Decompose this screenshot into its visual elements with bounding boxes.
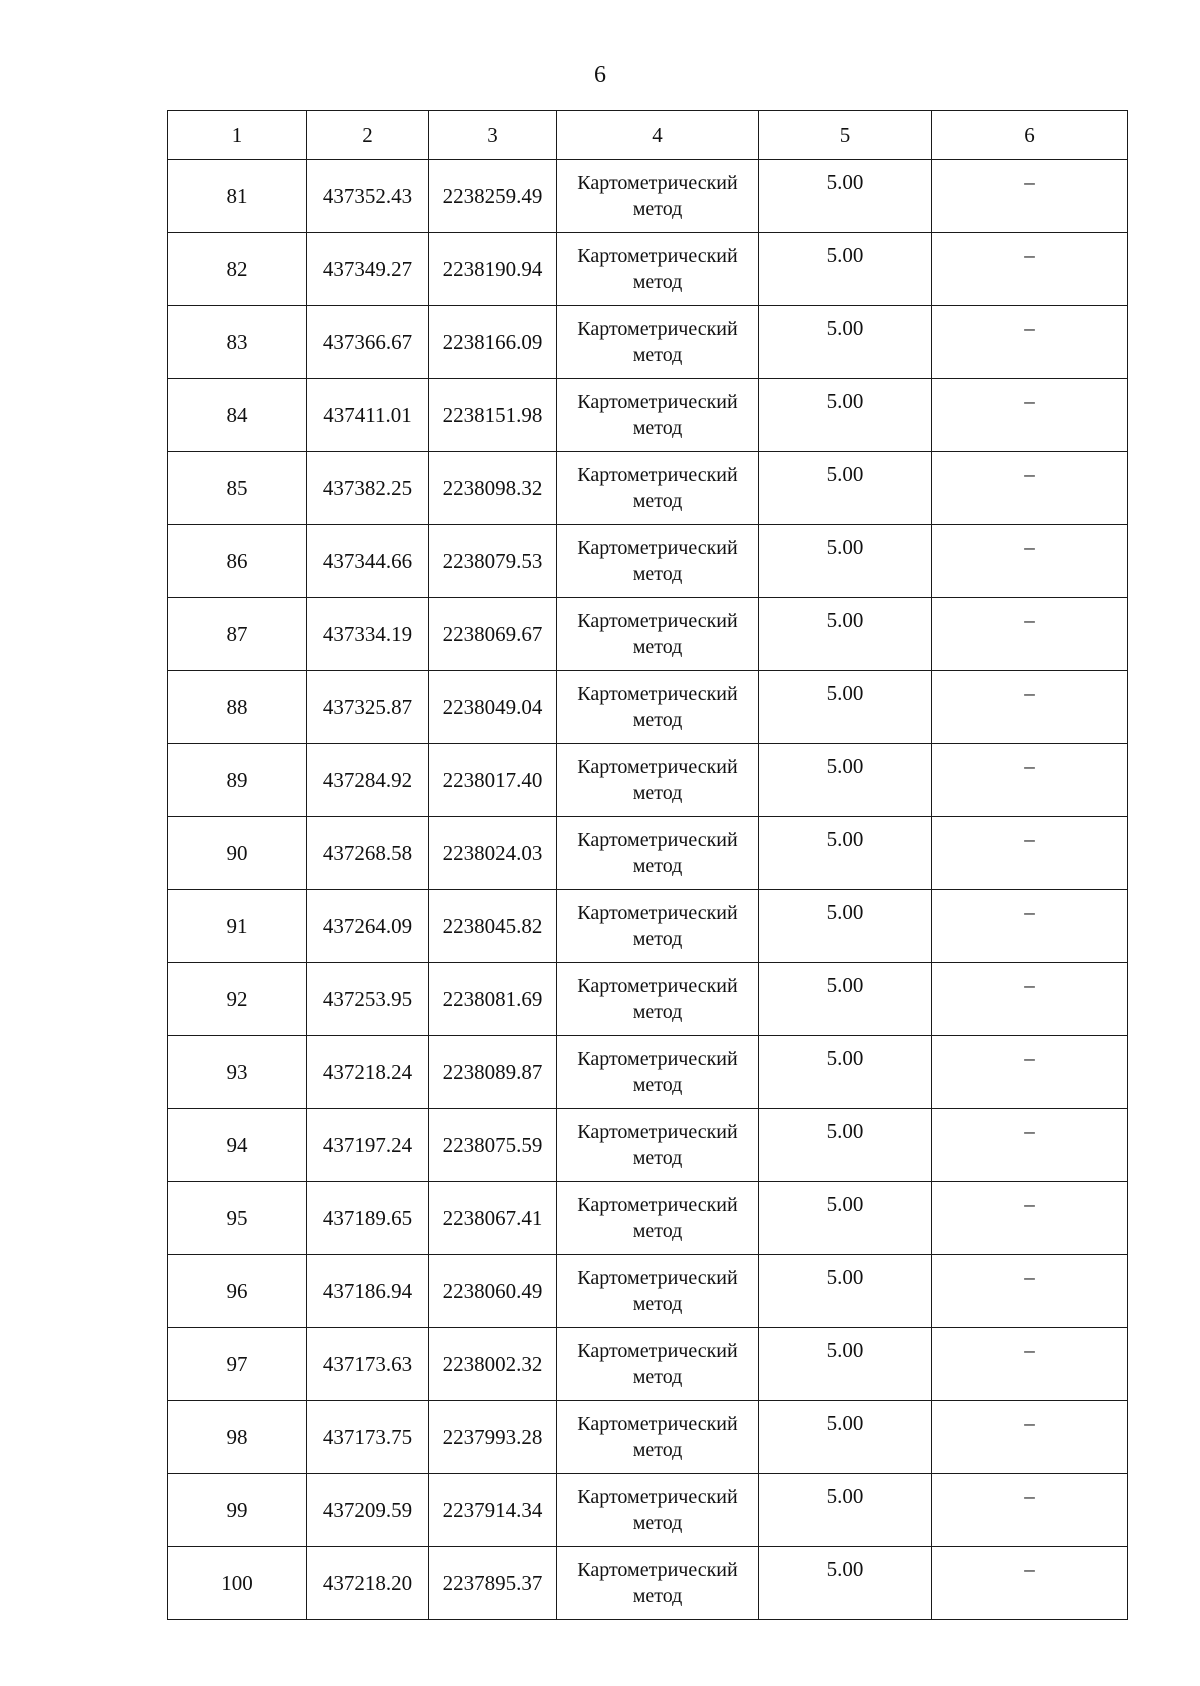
method-cell (557, 598, 759, 671)
coordinate-y-cell: 2238079.53 (429, 525, 557, 598)
method-line-1: Картометрический (577, 756, 738, 778)
description-cell: – (932, 452, 1128, 525)
coordinate-y-cell: 2237914.34 (429, 1474, 557, 1547)
method-line-1: Картометрический (577, 1340, 738, 1362)
description-cell: – (932, 963, 1128, 1036)
method-line-1: Картометрический (577, 975, 738, 997)
accuracy-cell: 5.00 (759, 744, 932, 817)
point-number-cell: 90 (168, 817, 307, 890)
point-number-cell: 92 (168, 963, 307, 1036)
method-line-2: метод (632, 928, 683, 950)
coordinate-y-cell: 2238190.94 (429, 233, 557, 306)
coordinate-x-cell: 437253.95 (307, 963, 429, 1036)
table-row (168, 160, 1128, 233)
point-number-cell: 93 (168, 1036, 307, 1109)
coordinate-x-cell: 437186.94 (307, 1255, 429, 1328)
coordinate-y-cell: 2238075.59 (429, 1109, 557, 1182)
method-line-1: Картометрический (577, 1559, 738, 1581)
accuracy-cell: 5.00 (759, 306, 932, 379)
method-cell (557, 1182, 759, 1255)
coordinate-y-cell: 2238166.09 (429, 306, 557, 379)
method-line-2: метод (632, 1220, 683, 1242)
coordinate-y-cell: 2238151.98 (429, 379, 557, 452)
point-number-cell: 89 (168, 744, 307, 817)
method-line-2: метод (632, 271, 683, 293)
method-line-1: Картометрический (577, 1267, 738, 1289)
coordinate-y-cell: 2237993.28 (429, 1401, 557, 1474)
method-line-2: метод (632, 855, 683, 877)
point-number-cell: 84 (168, 379, 307, 452)
header-row (168, 111, 1128, 160)
coordinate-x-cell: 437411.01 (307, 379, 429, 452)
page-number: 6 (594, 62, 606, 88)
table-row (168, 817, 1128, 890)
point-number-cell: 96 (168, 1255, 307, 1328)
accuracy-cell: 5.00 (759, 671, 932, 744)
method-line-2: метод (632, 636, 683, 658)
method-line-2: метод (632, 563, 683, 585)
method-line-2: метод (632, 782, 683, 804)
description-cell: – (932, 306, 1128, 379)
method-cell (557, 817, 759, 890)
table-row (168, 306, 1128, 379)
description-cell: – (932, 1036, 1128, 1109)
coordinate-x-cell: 437344.66 (307, 525, 429, 598)
method-cell (557, 452, 759, 525)
coordinate-x-cell: 437334.19 (307, 598, 429, 671)
method-line-1: Картометрический (577, 318, 738, 340)
coordinate-y-cell: 2238069.67 (429, 598, 557, 671)
accuracy-cell: 5.00 (759, 525, 932, 598)
method-line-2: метод (632, 1147, 683, 1169)
method-cell (557, 1328, 759, 1401)
accuracy-cell: 5.00 (759, 963, 932, 1036)
point-number-cell: 88 (168, 671, 307, 744)
method-cell (557, 160, 759, 233)
method-line-1: Картометрический (577, 902, 738, 924)
accuracy-cell: 5.00 (759, 1547, 932, 1620)
header-col-5: 5 (759, 111, 932, 160)
table-row (168, 671, 1128, 744)
point-number-cell: 87 (168, 598, 307, 671)
point-number-cell: 94 (168, 1109, 307, 1182)
coordinate-y-cell: 2238089.87 (429, 1036, 557, 1109)
coordinate-x-cell: 437268.58 (307, 817, 429, 890)
method-line-2: метод (632, 1366, 683, 1388)
description-cell: – (932, 1474, 1128, 1547)
method-cell (557, 1109, 759, 1182)
coordinate-x-cell: 437352.43 (307, 160, 429, 233)
table-row (168, 1328, 1128, 1401)
accuracy-cell: 5.00 (759, 1182, 932, 1255)
method-line-1: Картометрический (577, 1486, 738, 1508)
method-line-1: Картометрический (577, 1194, 738, 1216)
table-row (168, 890, 1128, 963)
accuracy-cell: 5.00 (759, 1255, 932, 1328)
method-cell (557, 379, 759, 452)
table-body (168, 160, 1128, 1620)
coordinate-y-cell: 2238067.41 (429, 1182, 557, 1255)
method-line-2: метод (632, 1293, 683, 1315)
description-cell: – (932, 379, 1128, 452)
coordinate-x-cell: 437218.24 (307, 1036, 429, 1109)
accuracy-cell: 5.00 (759, 1474, 932, 1547)
coordinate-y-cell: 2238259.49 (429, 160, 557, 233)
coordinate-y-cell: 2238024.03 (429, 817, 557, 890)
coordinate-y-cell: 2238081.69 (429, 963, 557, 1036)
coordinate-x-cell: 437218.20 (307, 1547, 429, 1620)
point-number-cell: 83 (168, 306, 307, 379)
description-cell: – (932, 671, 1128, 744)
accuracy-cell: 5.00 (759, 1036, 932, 1109)
table-row (168, 1401, 1128, 1474)
method-cell (557, 890, 759, 963)
table-row (168, 598, 1128, 671)
point-number-cell: 86 (168, 525, 307, 598)
accuracy-cell: 5.00 (759, 379, 932, 452)
method-line-2: метод (632, 1074, 683, 1096)
table-row (168, 1255, 1128, 1328)
method-line-2: метод (632, 1512, 683, 1534)
method-line-2: метод (632, 417, 683, 439)
coordinate-x-cell: 437173.63 (307, 1328, 429, 1401)
method-cell (557, 1401, 759, 1474)
accuracy-cell: 5.00 (759, 890, 932, 963)
description-cell: – (932, 1182, 1128, 1255)
method-cell (557, 671, 759, 744)
table-row (168, 963, 1128, 1036)
method-line-2: метод (632, 709, 683, 731)
description-cell: – (932, 1547, 1128, 1620)
coordinate-x-cell: 437264.09 (307, 890, 429, 963)
table-header (168, 111, 1128, 160)
method-line-1: Картометрический (577, 829, 738, 851)
method-cell (557, 744, 759, 817)
table-row (168, 744, 1128, 817)
header-col-2: 2 (307, 111, 429, 160)
coordinate-x-cell: 437197.24 (307, 1109, 429, 1182)
accuracy-cell: 5.00 (759, 598, 932, 671)
method-line-1: Картометрический (577, 1048, 738, 1070)
header-col-4: 4 (557, 111, 759, 160)
description-cell: – (932, 525, 1128, 598)
method-line-1: Картометрический (577, 1121, 738, 1143)
coordinate-y-cell: 2238098.32 (429, 452, 557, 525)
method-cell (557, 306, 759, 379)
coordinates-table (167, 110, 1128, 1620)
method-line-2: метод (632, 344, 683, 366)
table-row (168, 379, 1128, 452)
description-cell: – (932, 1328, 1128, 1401)
method-line-1: Картометрический (577, 1413, 738, 1435)
point-number-cell: 85 (168, 452, 307, 525)
table-row (168, 1036, 1128, 1109)
method-line-2: метод (632, 1439, 683, 1461)
method-cell (557, 1036, 759, 1109)
description-cell: – (932, 1401, 1128, 1474)
method-cell (557, 1474, 759, 1547)
method-cell (557, 525, 759, 598)
method-line-1: Картометрический (577, 391, 738, 413)
method-line-1: Картометрический (577, 610, 738, 632)
point-number-cell: 100 (168, 1547, 307, 1620)
coordinate-y-cell: 2237895.37 (429, 1547, 557, 1620)
description-cell: – (932, 890, 1128, 963)
method-line-1: Картометрический (577, 245, 738, 267)
coordinate-x-cell: 437349.27 (307, 233, 429, 306)
accuracy-cell: 5.00 (759, 233, 932, 306)
point-number-cell: 98 (168, 1401, 307, 1474)
description-cell: – (932, 160, 1128, 233)
coordinate-x-cell: 437189.65 (307, 1182, 429, 1255)
description-cell: – (932, 1255, 1128, 1328)
table-row (168, 452, 1128, 525)
table-row (168, 1109, 1128, 1182)
coordinate-y-cell: 2238017.40 (429, 744, 557, 817)
coordinate-y-cell: 2238060.49 (429, 1255, 557, 1328)
method-cell (557, 233, 759, 306)
point-number-cell: 95 (168, 1182, 307, 1255)
point-number-cell: 97 (168, 1328, 307, 1401)
coordinate-y-cell: 2238002.32 (429, 1328, 557, 1401)
coordinate-y-cell: 2238049.04 (429, 671, 557, 744)
point-number-cell: 82 (168, 233, 307, 306)
coordinate-x-cell: 437173.75 (307, 1401, 429, 1474)
table-row (168, 1547, 1128, 1620)
coordinate-x-cell: 437209.59 (307, 1474, 429, 1547)
method-line-1: Картометрический (577, 683, 738, 705)
header-col-1: 1 (168, 111, 307, 160)
description-cell: – (932, 598, 1128, 671)
point-number-cell: 91 (168, 890, 307, 963)
point-number-cell: 81 (168, 160, 307, 233)
method-line-1: Картометрический (577, 172, 738, 194)
table-row (168, 233, 1128, 306)
accuracy-cell: 5.00 (759, 160, 932, 233)
method-line-1: Картометрический (577, 537, 738, 559)
point-number-cell: 99 (168, 1474, 307, 1547)
table-row (168, 525, 1128, 598)
method-line-2: метод (632, 1001, 683, 1023)
method-cell (557, 1547, 759, 1620)
method-line-2: метод (632, 198, 683, 220)
header-col-6: 6 (932, 111, 1128, 160)
method-cell (557, 1255, 759, 1328)
description-cell: – (932, 744, 1128, 817)
accuracy-cell: 5.00 (759, 817, 932, 890)
method-line-2: метод (632, 1585, 683, 1607)
description-cell: – (932, 817, 1128, 890)
coordinate-x-cell: 437366.67 (307, 306, 429, 379)
coordinate-x-cell: 437284.92 (307, 744, 429, 817)
description-cell: – (932, 1109, 1128, 1182)
accuracy-cell: 5.00 (759, 1401, 932, 1474)
coordinate-y-cell: 2238045.82 (429, 890, 557, 963)
header-col-3: 3 (429, 111, 557, 160)
accuracy-cell: 5.00 (759, 452, 932, 525)
table-row (168, 1474, 1128, 1547)
accuracy-cell: 5.00 (759, 1109, 932, 1182)
accuracy-cell: 5.00 (759, 1328, 932, 1401)
method-line-1: Картометрический (577, 464, 738, 486)
description-cell: – (932, 233, 1128, 306)
coordinate-x-cell: 437382.25 (307, 452, 429, 525)
coordinate-x-cell: 437325.87 (307, 671, 429, 744)
method-cell (557, 963, 759, 1036)
method-line-2: метод (632, 490, 683, 512)
table-row (168, 1182, 1128, 1255)
